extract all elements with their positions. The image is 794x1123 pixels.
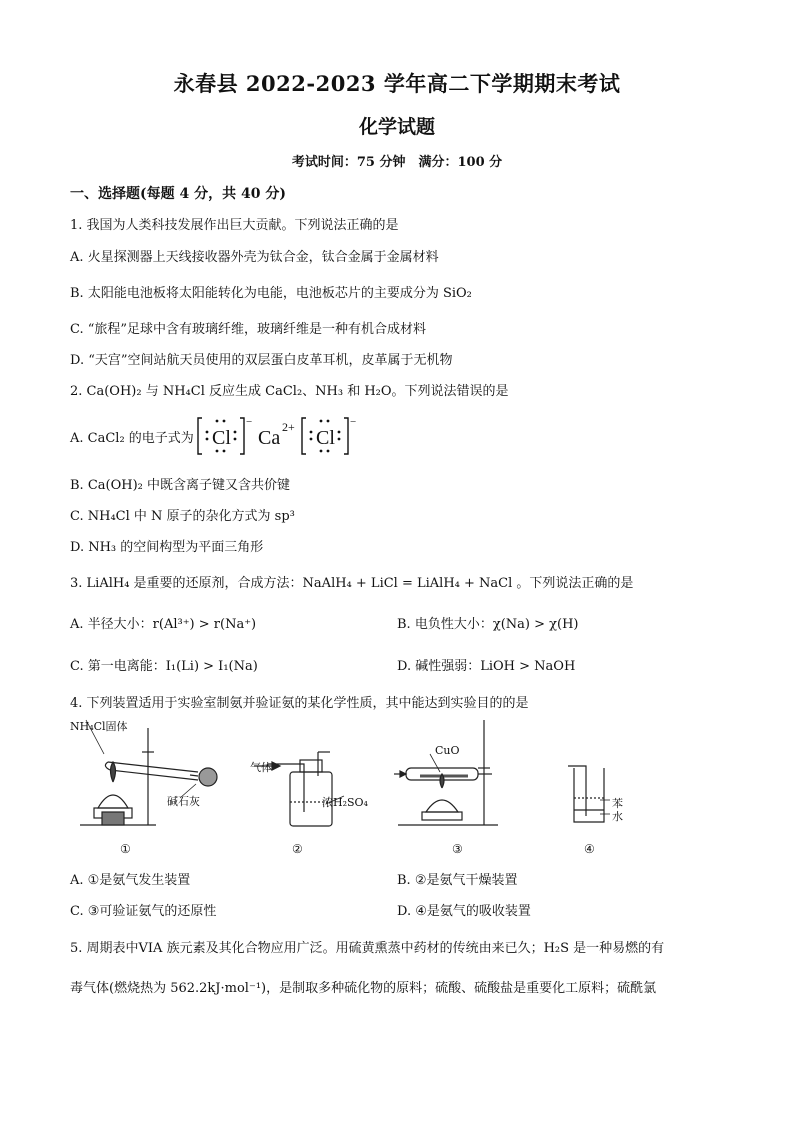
q4-stem: 4. 下列装置适用于实验室制氨并验证氨的某化学性质，其中能达到实验目的的是 (70, 696, 529, 711)
svg-text:Ca: Ca (258, 427, 281, 449)
q4-option-a: A. ①是氨气发生装置 (70, 873, 191, 888)
section-heading: 一、选择题(每题 4 分，共 40 分) (70, 186, 286, 202)
q5-line-1: 5. 周期表中VIA 族元素及其化合物应用广泛。用硫黄熏蒸中药材的传统由来已久；H₂S 是一种易燃的有 (70, 941, 665, 956)
label-lime: 碱石灰 (167, 795, 200, 808)
label-apparatus-1: ① (120, 842, 131, 856)
label-benzene: 苯 (612, 797, 623, 810)
exam-subtitle: 化学试题 (358, 116, 435, 138)
q4-option-c: C. ③可验证氨气的还原性 (70, 904, 217, 919)
q4-option-d: D. ④是氨气的吸收装置 (397, 904, 531, 919)
q4-option-b: B. ②是氨气干燥装置 (397, 873, 518, 888)
q2-option-c: C. NH₄Cl 中 N 原子的杂化方式为 sp³ (70, 509, 295, 524)
svg-text:Cl: Cl (212, 427, 231, 449)
q1-option-d: D. “天宫”空间站航天员使用的双层蛋白皮革耳机，皮革属于无机物 (70, 353, 453, 368)
label-h2so4: 浓H₂SO₄ (322, 796, 368, 809)
q3-option-b: B. 电负性大小：χ(Na) > χ(H) (397, 617, 579, 632)
label-nh4cl: NH₄Cl固体 (70, 720, 128, 733)
svg-text:Cl: Cl (316, 427, 335, 449)
svg-text:2+: 2+ (282, 420, 295, 434)
label-apparatus-4: ④ (584, 842, 595, 856)
svg-text:−: − (350, 416, 357, 428)
q3-option-c: C. 第一电离能：I₁(Li) > I₁(Na) (70, 659, 258, 674)
q5-line-2: 毒气体(燃烧热为 562.2kJ·mol⁻¹)，是制取多种硫化物的原料；硫酸、硫酸盐是重要化工原料；硫酰氯 (70, 981, 657, 996)
label-gas: 气体 (250, 761, 272, 774)
label-cuo: CuO (435, 744, 460, 757)
q1-option-b: B. 太阳能电池板将太阳能转化为电能，电池板芯片的主要成分为 SiO₂ (70, 286, 472, 301)
label-water: 水 (612, 810, 623, 823)
exam-info: 考试时间：75 分钟 满分：100 分 (291, 155, 503, 170)
apparatus-figure (68, 712, 728, 862)
label-apparatus-2: ② (292, 842, 303, 856)
q1-stem: 1. 我国为人类科技发展作出巨大贡献。下列说法正确的是 (70, 218, 399, 233)
q3-option-d: D. 碱性强弱：LiOH > NaOH (397, 659, 576, 674)
svg-text:−: − (246, 416, 253, 428)
exam-title: 永春县 2022-2023 学年高二下学期期末考试 (173, 71, 621, 96)
q2-option-b: B. Ca(OH)₂ 中既含离子键又含共价键 (70, 478, 290, 493)
label-apparatus-3: ③ (452, 842, 463, 856)
cacl2-electron-formula (196, 414, 376, 458)
q1-option-a: A. 火星探测器上天线接收器外壳为钛合金，钛合金属于金属材料 (70, 250, 439, 265)
q1-option-c: C. “旅程”足球中含有玻璃纤维，玻璃纤维是一种有机合成材料 (70, 322, 427, 337)
q2-option-a-prefix: A. CaCl₂ 的电子式为 (70, 431, 194, 446)
q3-stem: 3. LiAlH₄ 是重要的还原剂，合成方法：NaAlH₄ + LiCl = LiAlH₄ + NaCl 。下列说法正确的是 (70, 576, 634, 591)
q2-option-d: D. NH₃ 的空间构型为平面三角形 (70, 540, 264, 555)
q3-option-a: A. 半径大小：r(Al³⁺) > r(Na⁺) (70, 617, 257, 632)
q2-stem: 2. Ca(OH)₂ 与 NH₄Cl 反应生成 CaCl₂、NH₃ 和 H₂O。下列说法错误的是 (70, 384, 509, 399)
